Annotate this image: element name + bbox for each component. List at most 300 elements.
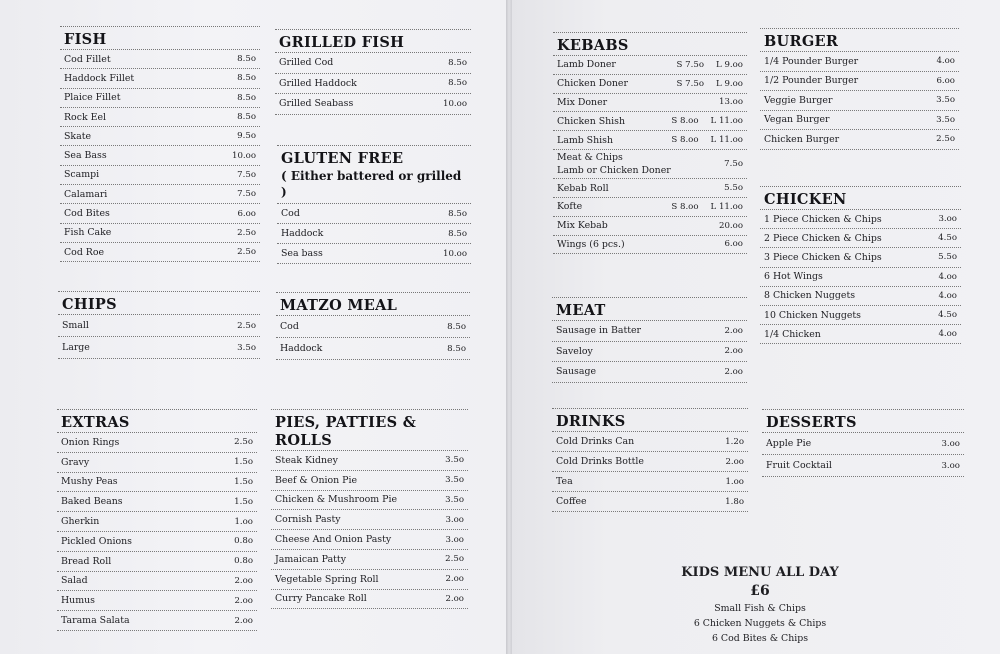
menu-item-row <box>553 112 747 131</box>
menu-item-price: 2.oo <box>445 574 464 585</box>
section-top-rule <box>760 186 961 187</box>
menu-item-price: 6.oo <box>936 75 955 86</box>
section-kebabs <box>553 32 747 254</box>
menu-item-price: L 11.oo <box>710 135 743 146</box>
menu-item-name-line: Chicken Doner <box>557 78 628 90</box>
menu-item-name-line: Cod <box>281 208 300 219</box>
menu-item-name <box>64 112 237 123</box>
menu-item-price: 8.5o <box>237 92 256 103</box>
menu-item-row <box>553 150 747 179</box>
kids-menu <box>650 564 870 646</box>
menu-item-price: 4.5o <box>938 233 957 244</box>
menu-item-name-line: Jamaican Patty <box>275 553 346 565</box>
section-title: EXTRAS <box>61 414 130 431</box>
menu-item-name <box>275 494 445 505</box>
menu-item-name <box>556 436 725 447</box>
section-title: PIES, PATTIES & ROLLS <box>275 414 417 449</box>
section-top-rule <box>553 32 747 33</box>
menu-item-price: 4.5o <box>938 310 957 321</box>
menu-item-name-line: Vegan Burger <box>764 114 830 126</box>
menu-item-name <box>61 476 234 487</box>
menu-item-name <box>556 366 724 377</box>
section-chips <box>58 291 260 359</box>
menu-item-row <box>553 179 747 198</box>
menu-item-row <box>60 50 260 69</box>
menu-item-name-line: Cold Drinks Bottle <box>556 456 644 467</box>
menu-item-row <box>57 591 257 611</box>
menu-item-name-line: Haddock Fillet <box>64 72 135 84</box>
section-chicken <box>760 186 961 344</box>
menu-item-price: 8.5o <box>448 57 467 68</box>
menu-item-row <box>275 74 471 95</box>
menu-item-row <box>60 185 260 204</box>
menu-item-price: 3.5o <box>445 455 464 466</box>
menu-item-row <box>762 455 964 477</box>
section-title: GLUTEN FREE <box>281 150 404 167</box>
menu-item-name-line: Tea <box>556 476 573 487</box>
menu-item-row <box>553 236 747 255</box>
menu-item-name <box>764 290 938 301</box>
menu-item-price: 10.oo <box>231 150 256 161</box>
menu-item-price: 8.5o <box>448 208 467 219</box>
menu-item-name <box>556 496 725 507</box>
menu-item-row <box>552 321 747 342</box>
menu-item-name <box>64 92 237 103</box>
menu-item-name <box>764 214 938 225</box>
menu-item-name <box>557 78 677 89</box>
menu-item-row <box>60 89 260 108</box>
menu-item-row <box>760 229 961 248</box>
menu-item-name-line: 1/4 Pounder Burger <box>764 55 859 67</box>
menu-item-price: 1.2o <box>725 436 744 447</box>
menu-item-row <box>57 532 257 552</box>
menu-item-row <box>553 217 747 236</box>
menu-item-name-line: Humus <box>61 595 95 607</box>
menu-item-name <box>275 455 445 466</box>
menu-item-price: L 9.oo <box>716 78 743 89</box>
menu-item-row <box>271 570 468 590</box>
menu-item-price: 9.5o <box>237 131 256 142</box>
menu-item-price: 1.8o <box>725 496 744 507</box>
menu-item-name <box>764 75 936 86</box>
menu-item-name-line: Gravy <box>61 456 90 468</box>
menu-item-name <box>764 56 936 67</box>
menu-item-name <box>275 475 445 486</box>
menu-item-name <box>64 150 232 161</box>
menu-item-row <box>271 510 468 530</box>
menu-item-price: 1.5o <box>234 457 253 468</box>
menu-item-name-line: Grilled Cod <box>279 57 334 69</box>
menu-item-name-line: Cornish Pasty <box>275 514 341 526</box>
section-burger <box>760 28 959 150</box>
menu-item-name-line: Fruit Cocktail <box>766 460 832 471</box>
menu-item-name-line: Vegetable Spring Roll <box>275 573 379 585</box>
menu-item-price: 7.5o <box>237 189 256 200</box>
menu-item-name-line: Mushy Peas <box>61 476 118 488</box>
menu-item-row <box>57 492 257 512</box>
menu-item-row <box>57 512 257 532</box>
menu-item-row <box>271 590 468 610</box>
menu-item-row <box>60 204 260 223</box>
menu-item-row <box>552 362 747 383</box>
section-top-rule <box>277 145 471 146</box>
menu-item-name-line: Rock Eel <box>64 111 107 123</box>
menu-item-name-line: Salad <box>61 575 88 587</box>
section-subtitle: ( Either battered or grilled ) <box>281 169 462 199</box>
menu-item-name <box>61 496 234 507</box>
menu-item-name-line: Beef & Onion Pie <box>275 474 357 486</box>
menu-item-name <box>764 95 936 106</box>
section-title: GRILLED FISH <box>279 34 405 51</box>
menu-item-row <box>760 325 961 344</box>
menu-item-row <box>552 472 748 492</box>
menu-item-row <box>760 111 959 131</box>
menu-item-name-line: 1/4 Chicken <box>764 328 821 340</box>
menu-item-price: 2.oo <box>234 615 253 626</box>
menu-item-name-line: Haddock <box>281 228 324 239</box>
page-fold <box>506 0 512 654</box>
menu-item-name-line: Calamari <box>64 188 108 200</box>
menu-item-name <box>556 325 724 336</box>
menu-item-price: 2.5o <box>237 247 256 258</box>
section-grilled-fish <box>275 29 471 115</box>
menu-item-row <box>277 224 471 244</box>
menu-item-price: 6.oo <box>237 208 256 219</box>
menu-item-name <box>557 239 724 250</box>
section-top-rule <box>275 29 471 30</box>
menu-item-price: 2.5o <box>936 134 955 145</box>
menu-item-price: 2.5o <box>237 227 256 238</box>
menu-item-name-line: Fish Cake <box>64 227 112 239</box>
section-drinks <box>552 408 748 512</box>
menu-item-row <box>760 248 961 267</box>
section-title: FISH <box>64 31 107 48</box>
menu-item-row <box>553 131 747 150</box>
section-pies <box>271 409 468 609</box>
menu-item-name-line: Grilled Seabass <box>279 98 354 110</box>
menu-item-name <box>764 252 938 263</box>
menu-item-name-line: Cheese And Onion Pasty <box>275 534 392 546</box>
menu-item-price: 4.oo <box>938 271 957 282</box>
menu-item-name-line: Chicken & Mushroom Pie <box>275 494 398 506</box>
menu-item-price: 8.5o <box>237 54 256 65</box>
menu-item-row <box>553 94 747 113</box>
menu-item-price: 4.oo <box>936 56 955 67</box>
menu-item-name-line: 1/2 Pounder Burger <box>764 75 859 87</box>
section-fish <box>60 26 260 262</box>
menu-item-name <box>64 169 237 180</box>
menu-item-name <box>61 556 234 567</box>
menu-item-price: 2.oo <box>725 456 744 467</box>
menu-item-price: 8.5o <box>447 321 466 332</box>
menu-item-name <box>766 438 941 449</box>
menu-item-name-line: Sea bass <box>281 248 323 259</box>
menu-item-row <box>57 552 257 572</box>
menu-item-name <box>61 437 234 448</box>
menu-item-name-line: Grilled Haddock <box>279 77 357 89</box>
section-title: KEBABS <box>557 37 629 54</box>
menu-item-name <box>557 135 671 146</box>
menu-item-price: 3.5o <box>445 475 464 486</box>
menu-item-name-line: Cod Roe <box>64 246 105 258</box>
kids-menu-item: 6 Chicken Nuggets & Chips <box>693 618 827 629</box>
menu-item-row <box>57 572 257 592</box>
menu-item-name <box>557 183 724 194</box>
menu-item-name <box>64 73 237 84</box>
menu-item-name-line: Mix Kebab <box>557 220 608 232</box>
menu-item-price: 2.5o <box>237 320 256 331</box>
menu-item-name <box>764 271 938 282</box>
menu-item-price: 3.5o <box>445 494 464 505</box>
menu-item-name-line: 6 Hot Wings <box>764 271 823 283</box>
menu-item-small-price: S 8.oo <box>671 201 699 212</box>
menu-item-row <box>57 611 257 631</box>
menu-item-row <box>760 268 961 287</box>
menu-item-row <box>60 166 260 185</box>
menu-item-name-line: Chicken Burger <box>764 133 840 145</box>
menu-item-name-line: Cod <box>280 321 299 332</box>
menu-item-name-line: Kofte <box>557 201 583 213</box>
menu-item-price: 13.oo <box>718 97 743 108</box>
menu-item-name-line: Haddock <box>280 343 323 354</box>
menu-item-name-line: 1 Piece Chicken & Chips <box>764 213 882 225</box>
menu-item-name-line: Kebab Roll <box>557 182 609 194</box>
menu-item-row <box>271 491 468 511</box>
menu-item-small-price: S 8.oo <box>671 116 699 127</box>
menu-item-row <box>60 69 260 88</box>
menu-item-price: 8.5o <box>448 78 467 89</box>
menu-item-row <box>760 91 959 111</box>
menu-item-name <box>764 114 936 125</box>
menu-item-row <box>762 433 964 455</box>
menu-item-name <box>764 233 938 244</box>
menu-item-row <box>271 451 468 471</box>
menu-item-price: 8.5o <box>447 343 466 354</box>
menu-item-row <box>57 453 257 473</box>
menu-item-name-line: Steak Kidney <box>275 454 338 466</box>
menu-item-price: 3.oo <box>445 514 464 525</box>
menu-item-price: 7.5o <box>237 169 256 180</box>
menu-item-name <box>279 57 448 68</box>
menu-item-price: 1.5o <box>234 476 253 487</box>
kids-menu-item: Small Fish & Chips <box>714 603 806 614</box>
menu-item-name-line: Skate <box>64 130 92 142</box>
section-title: CHICKEN <box>764 191 847 208</box>
menu-item-price: 3.5o <box>936 114 955 125</box>
menu-item-name <box>275 554 445 565</box>
menu-item-row <box>552 432 748 452</box>
menu-item-row <box>553 56 747 75</box>
menu-item-name <box>61 516 234 527</box>
menu-item-row <box>275 94 471 115</box>
menu-item-name-line: Curry Pancake Roll <box>275 593 367 605</box>
menu-item-price: 10.oo <box>442 98 467 109</box>
menu-item-name <box>64 247 237 258</box>
menu-item-price: 20.oo <box>718 220 743 231</box>
kids-menu-item: 6 Cod Bites & Chips <box>711 633 809 644</box>
menu-item-row <box>760 52 959 72</box>
menu-item-price: 2.oo <box>724 346 743 357</box>
menu-item-row <box>271 550 468 570</box>
menu-item-name <box>64 208 237 219</box>
menu-item-name <box>764 310 938 321</box>
menu-item-price: 10.oo <box>442 248 467 259</box>
menu-item-price: 1.oo <box>725 476 744 487</box>
menu-item-row <box>760 306 961 325</box>
menu-item-name <box>766 460 941 471</box>
section-title: BURGER <box>764 33 839 50</box>
menu-item-name-line: Onion Rings <box>61 436 120 448</box>
menu-item-name-line: Sausage in Batter <box>556 325 642 337</box>
menu-item-name <box>281 228 448 239</box>
kids-menu-price: £6 <box>750 583 770 599</box>
menu-item-name-line: Cold Drinks Can <box>556 436 635 447</box>
section-extras <box>57 409 257 631</box>
menu-item-name <box>275 574 445 585</box>
menu-item-name <box>557 59 677 70</box>
menu-item-name-line: 10 Chicken Nuggets <box>764 309 861 321</box>
menu-item-name <box>279 98 443 109</box>
menu-item-name-line: Veggie Burger <box>764 94 833 106</box>
menu-item-price: L 11.oo <box>710 116 743 127</box>
menu-item-name-line: Meat & Chips <box>557 152 623 164</box>
menu-item-row <box>57 433 257 453</box>
menu-item-name-line: Chicken Shish <box>557 115 626 127</box>
menu-item-price: 0.8o <box>234 556 253 567</box>
menu-item-price: 3.oo <box>941 438 960 449</box>
menu-item-row <box>553 198 747 217</box>
menu-item-name <box>764 329 938 340</box>
menu-item-name-line: Sausage <box>556 366 596 378</box>
menu-item-row <box>552 492 748 512</box>
menu-item-row <box>57 473 257 493</box>
menu-item-name-line: Lamb Doner <box>557 59 616 71</box>
menu-item-price: 3.5o <box>237 342 256 353</box>
menu-item-name-line: Cod Bites <box>64 208 110 220</box>
menu-item-name <box>557 151 724 177</box>
menu-item-name <box>275 593 445 604</box>
menu-item-price: 3.oo <box>445 534 464 545</box>
menu-item-name <box>557 116 671 127</box>
menu-item-price: 0.8o <box>234 536 253 547</box>
menu-item-price: 2.oo <box>234 595 253 606</box>
menu-item-name-line: Scampi <box>64 169 100 181</box>
menu-item-name <box>64 54 237 65</box>
menu-item-row <box>271 530 468 550</box>
section-gluten-free <box>277 145 471 264</box>
menu-item-price: 2.5o <box>234 437 253 448</box>
menu-item-name <box>61 615 234 626</box>
menu-item-price: 1.5o <box>234 496 253 507</box>
menu-item-price: 2.5o <box>445 554 464 565</box>
menu-item-name <box>62 342 237 353</box>
section-top-rule <box>60 26 260 27</box>
section-top-rule <box>58 291 260 292</box>
section-top-rule <box>760 28 959 29</box>
section-desserts <box>762 409 964 477</box>
section-top-rule <box>762 409 964 410</box>
menu-item-price: 8.5o <box>237 112 256 123</box>
menu-item-name-line: Pickled Onions <box>61 535 132 547</box>
menu-item-name-line: Wings (6 pcs.) <box>557 238 625 250</box>
menu-item-row <box>60 224 260 243</box>
menu-item-price: 5.5o <box>724 183 743 193</box>
menu-item-small-price: S 7.5o <box>676 78 704 89</box>
menu-item-name <box>275 514 445 525</box>
menu-item-price: 4.oo <box>938 329 957 340</box>
menu-item-name-line: Small <box>62 320 89 331</box>
menu-item-price: 4.oo <box>938 290 957 301</box>
section-title: CHIPS <box>62 296 117 313</box>
menu-item-price: 1.oo <box>234 516 253 527</box>
menu-item-price: 3.oo <box>938 214 957 225</box>
menu-item-name-line: Large <box>62 342 90 353</box>
menu-item-name-line: Sea Bass <box>64 150 107 162</box>
menu-item-name <box>557 201 671 212</box>
menu-item-row <box>60 127 260 146</box>
menu-item-row <box>60 108 260 127</box>
menu-item-small-price: S 8.oo <box>671 135 699 146</box>
section-title: MATZO MEAL <box>280 297 398 314</box>
menu-item-name <box>281 248 443 259</box>
menu-item-name <box>281 208 448 219</box>
menu-item-price: 2.oo <box>445 593 464 604</box>
menu-item-name-line: Lamb or Chicken Doner <box>557 165 671 177</box>
menu-item-row <box>58 337 260 359</box>
menu-item-row <box>760 287 961 306</box>
menu-item-row <box>60 146 260 165</box>
menu-item-price: 5.5o <box>938 252 957 263</box>
menu-item-name <box>764 134 936 145</box>
menu-item-row <box>275 53 471 74</box>
menu-item-name-line: Saveloy <box>556 345 593 357</box>
menu-item-name <box>64 131 237 142</box>
section-title: DRINKS <box>556 413 626 430</box>
menu-item-price: 7.5o <box>724 159 743 170</box>
kids-menu-title: KIDS MENU ALL DAY <box>681 565 839 580</box>
menu-item-name-line: 3 Piece Chicken & Chips <box>764 251 882 263</box>
menu-item-name <box>557 97 719 108</box>
menu-item-name <box>64 227 237 238</box>
menu-item-row <box>760 130 959 150</box>
menu-item-name <box>61 457 234 468</box>
section-meat <box>552 297 747 383</box>
menu-item-name-line: Cod Fillet <box>64 53 111 65</box>
menu-item-price: 8.5o <box>448 228 467 239</box>
menu-item-price: 6.oo <box>724 239 743 250</box>
menu-item-row <box>58 315 260 337</box>
menu-item-row <box>552 342 747 363</box>
menu-item-name-line: Tarama Salata <box>61 615 130 627</box>
menu-item-name-line: 2 Piece Chicken & Chips <box>764 232 882 244</box>
menu-item-row <box>276 316 470 338</box>
menu-item-name <box>557 220 719 231</box>
menu-item-row <box>760 210 961 229</box>
section-top-rule <box>57 409 257 410</box>
menu-item-name <box>280 343 447 354</box>
menu-item-name-line: Gherkin <box>61 516 100 528</box>
menu-item-name-line: Plaice Fillet <box>64 92 121 104</box>
menu-item-row <box>276 338 470 360</box>
menu-item-name <box>61 575 234 586</box>
menu-item-price: L 11.oo <box>710 201 743 212</box>
menu-item-name <box>61 536 234 547</box>
menu-item-row <box>277 244 471 264</box>
menu-item-name <box>556 346 724 357</box>
menu-item-row <box>760 72 959 92</box>
menu-item-name <box>275 534 445 545</box>
menu-item-price: 3.oo <box>941 460 960 471</box>
